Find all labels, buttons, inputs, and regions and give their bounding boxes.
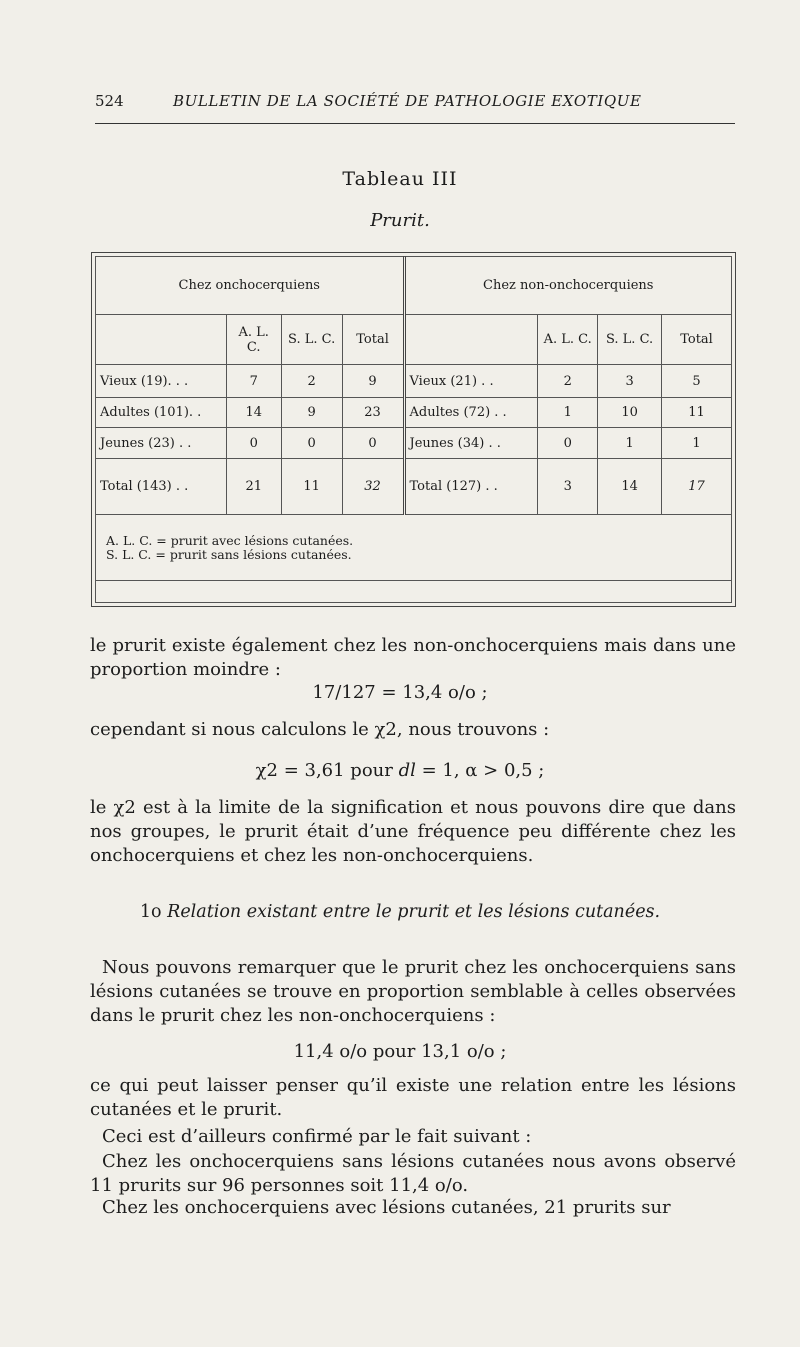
row-label: Adultes (72) . . (404, 398, 538, 428)
left-col-alc-header: A. L. C. (226, 315, 281, 365)
table-row (96, 398, 732, 428)
row-label: Total (143) . . (96, 459, 227, 515)
equation-2 (0, 760, 800, 781)
cell-total: 5 (662, 365, 732, 398)
paragraph-4: Nous pouvons remarquer que le prurit chez les onchocerquiens sans lésions cutanées se trouve en proportion semblable à celles observées dans le prurit chez les non-onchocerquiens : (90, 957, 736, 1026)
right-col-slc-header: S. L. C. (598, 315, 662, 365)
paragraph-6: Ceci est d’ailleurs confirmé par le fait suivant : (102, 1126, 532, 1147)
table-legend (96, 515, 732, 581)
cell-alc: 7 (226, 365, 281, 398)
table-title: Tableau III (342, 168, 458, 190)
paragraph-7: Chez les onchocerquiens sans lésions cutanées nous avons observé 11 prurits sur 96 personnes soit 11,4 o/o. (90, 1151, 736, 1196)
paragraph-3: le χ2 est à la limite de la signification et nous pouvons dire que dans nos groupes, le prurit était d’une fréquence peu différente chez les onchocerquiens et chez les non-onchocerquiens. (90, 797, 736, 866)
legend-row (96, 515, 732, 581)
table-row (96, 428, 732, 459)
cell-slc: 10 (598, 398, 662, 428)
group-header-row (96, 257, 732, 315)
cell-total: 11 (662, 398, 732, 428)
paragraph-2: cependant si nous calculons le χ2, nous trouvons : (90, 719, 550, 740)
paragraph-1: le prurit existe également chez les non-onchocerquiens mais dans une proportion moindre : (90, 635, 736, 680)
right-col-total-header: Total (662, 315, 732, 365)
equation-2-part-b: = 1, α > 0,5 ; (415, 760, 545, 781)
section-title: Relation existant entre le prurit et les lésions cutanées. (167, 902, 661, 922)
paragraph-8: Chez les onchocerquiens avec lésions cutanées, 21 prurits sur (102, 1197, 671, 1218)
left-col-slc-header: S. L. C. (281, 315, 342, 365)
cell-slc: 11 (281, 459, 342, 515)
prurit-table (95, 256, 732, 581)
cell-alc: 0 (538, 428, 598, 459)
table-subtitle: Prurit. (370, 210, 430, 231)
table-total-row (96, 459, 732, 515)
cell-alc: 1 (538, 398, 598, 428)
cell-slc: 2 (281, 365, 342, 398)
cell-total: 9 (342, 365, 404, 398)
table-row (96, 365, 732, 398)
cell-alc: 14 (226, 398, 281, 428)
cell-alc: 0 (226, 428, 281, 459)
legend-slc: S. L. C. = prurit sans lésions cutanées. (106, 546, 352, 562)
cell-total: 1 (662, 428, 732, 459)
group-right-header: Chez non-onchocerquiens (404, 257, 731, 315)
cell-slc: 9 (281, 398, 342, 428)
cell-total: 17 (662, 459, 732, 515)
cell-alc: 3 (538, 459, 598, 515)
equation-2-dl: dl (398, 760, 416, 781)
equation-3: 11,4 o/o pour 13,1 o/o ; (293, 1041, 507, 1062)
section-number: 1o (139, 902, 168, 922)
paragraph-5: ce qui peut laisser penser qu’il existe une relation entre les lésions cutanées et le prurit. (90, 1075, 736, 1120)
cell-slc: 0 (281, 428, 342, 459)
running-header (95, 92, 735, 118)
left-label-header (96, 315, 227, 365)
left-col-total-header: Total (342, 315, 404, 365)
equation-1: 17/127 = 13,4 o/o ; (312, 682, 488, 703)
journal-title: BULLETIN DE LA SOCIÉTÉ DE PATHOLOGIE EXOTIQUE (173, 92, 642, 110)
cell-alc: 21 (226, 459, 281, 515)
page-number: 524 (95, 92, 124, 110)
row-label: Jeunes (34) . . (404, 428, 538, 459)
legend-alc: A. L. C. = prurit avec lésions cutanées. (106, 532, 354, 548)
row-label: Jeunes (23) . . (96, 428, 227, 459)
right-label-header (404, 315, 538, 365)
row-label: Vieux (21) . . (404, 365, 538, 398)
right-col-alc-header: A. L. C. (538, 315, 598, 365)
equation-2-part-a: χ2 = 3,61 pour (255, 760, 399, 781)
header-rule (95, 123, 735, 124)
cell-slc: 3 (598, 365, 662, 398)
row-label: Vieux (19). . . (96, 365, 227, 398)
row-label: Total (127) . . (404, 459, 538, 515)
cell-total: 23 (342, 398, 404, 428)
column-header-row (96, 315, 732, 365)
cell-total: 32 (342, 459, 404, 515)
cell-slc: 14 (598, 459, 662, 515)
cell-alc: 2 (538, 365, 598, 398)
row-label: Adultes (101). . (96, 398, 227, 428)
cell-slc: 1 (598, 428, 662, 459)
group-left-header: Chez onchocerquiens (96, 257, 405, 315)
cell-total: 0 (342, 428, 404, 459)
section-heading (0, 902, 800, 922)
